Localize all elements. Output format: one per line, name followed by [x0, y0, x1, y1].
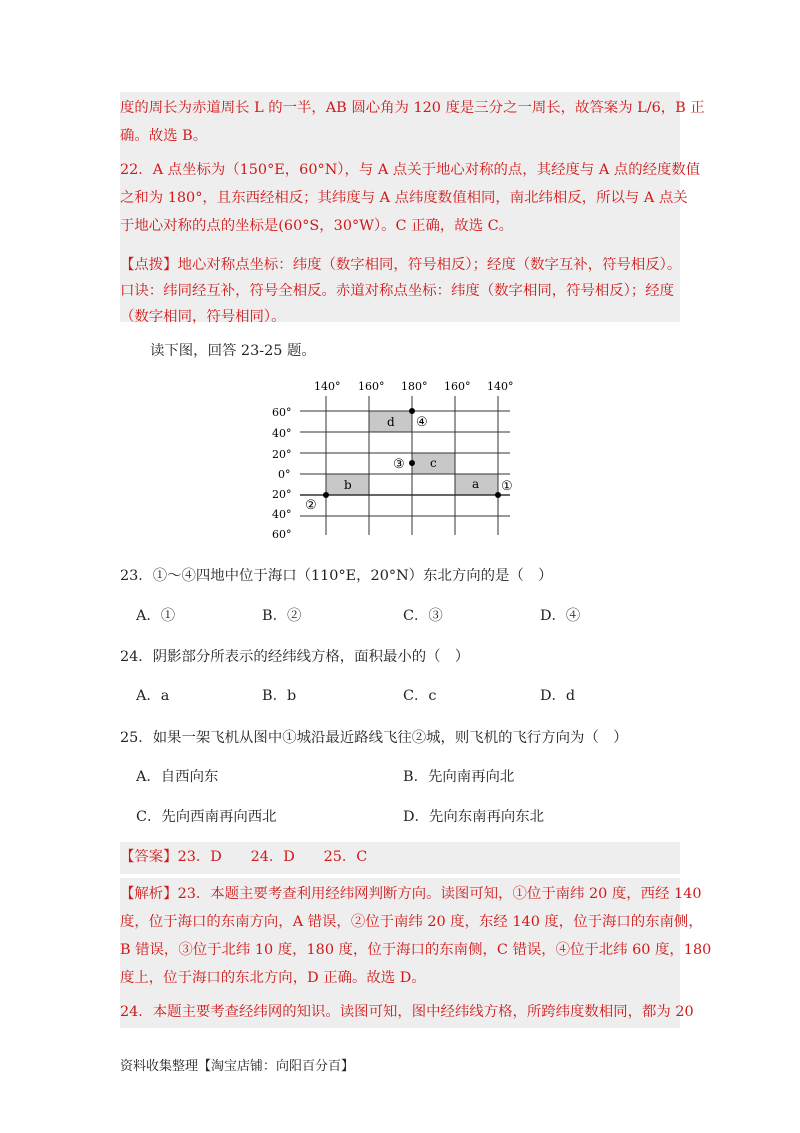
- solution-22: [120, 152, 701, 248]
- text-line: 【点拨】地心对称点坐标：纬度（数字相同，符号相反）；经度（数字互补，符号相反）。: [120, 257, 682, 273]
- text-line: 22．A 点坐标为（150°E，60°N），与 A 点关于地心对称的点，其经度与 A 点的经度数值: [120, 162, 701, 178]
- question-24-stem: 24．阴影部分所表示的经纬线方格，面积最小的（ ）: [120, 649, 470, 665]
- text-line: 之和为 180°，且东西经相反；其纬度与 A 点纬度数值相同，南北纬相反，所以与 A 点关: [120, 190, 688, 206]
- q23-option-a[interactable]: A．①: [136, 608, 176, 624]
- point-label-1: ①: [501, 479, 513, 494]
- lon-label: 140°: [314, 380, 341, 393]
- q24-option-c[interactable]: C．c: [403, 688, 437, 704]
- text-line: 度的周长为赤道周长 L 的一半，AB 圆心角为 120 度是三分之一周长，故答案为 L/6，B 正: [120, 100, 705, 116]
- question-intro: 读下图，回答 23-25 题。: [150, 343, 316, 359]
- q23-option-b[interactable]: B．②: [262, 608, 302, 624]
- lat-label: 20°: [272, 448, 292, 461]
- q23-option-c[interactable]: C．③: [403, 608, 443, 624]
- lat-label: 20°: [272, 488, 292, 501]
- tip-block: [120, 248, 682, 325]
- text-line: 于地心对称的点的坐标是(60°S，30°W）。C 正确，故选 C。: [120, 218, 514, 234]
- point-3-dot: [409, 460, 415, 466]
- text-line: 【解析】23．本题主要考查利用经纬网判断方向。读图可知，①位于南纬 20 度，西经 140: [120, 886, 702, 902]
- q24-option-a[interactable]: A．a: [136, 688, 170, 704]
- question-23-stem: 23．①～④四地中位于海口（110°E，20°N）东北方向的是（ ）: [120, 568, 553, 584]
- lat-label: 0°: [278, 468, 291, 481]
- point-label-4: ④: [416, 415, 428, 430]
- solution-continued: [120, 92, 705, 154]
- q25-option-d[interactable]: D．先向东南再向东北: [403, 809, 545, 825]
- lat-label: 60°: [272, 528, 292, 541]
- question-25-stem: 25．如果一架飞机从图中①城沿最近路线飞往②城，则飞机的飞行方向为（ ）: [120, 730, 628, 746]
- point-4-dot: [409, 408, 415, 414]
- q25-option-a[interactable]: A．自西向东: [136, 769, 219, 785]
- lon-label: 160°: [358, 380, 385, 393]
- cell-label-d: d: [387, 415, 395, 429]
- q25-option-c[interactable]: C．先向西南再向西北: [136, 809, 277, 825]
- q24-option-d[interactable]: D．d: [540, 688, 576, 704]
- cell-label-b: b: [344, 478, 352, 492]
- text-line: （数字相同，符号相同）。: [120, 309, 286, 325]
- text-line: B 错误，③位于北纬 10 度，180 度，位于海口的东南侧，C 错误，④位于北纬 60 度，180: [120, 942, 712, 958]
- text-line: 24．本题主要考查经纬网的知识。读图可知，图中经纬线方格，所跨纬度数相同，都为 20: [120, 1004, 694, 1020]
- lon-label: 160°: [444, 380, 471, 393]
- page-footer: 资料收集整理【淘宝店铺：向阳百分百】: [120, 1059, 355, 1074]
- lon-label: 180°: [401, 380, 428, 393]
- lon-label: 140°: [487, 380, 514, 393]
- lat-label: 40°: [272, 508, 292, 521]
- text-line: 确。故选 B。: [120, 128, 208, 144]
- lat-label: 40°: [272, 427, 292, 440]
- q24-option-b[interactable]: B．b: [262, 688, 297, 704]
- q25-option-b[interactable]: B．先向南再向北: [403, 769, 515, 785]
- analysis-block: [120, 878, 712, 998]
- text-line: 度，位于海口的东南方向，A 错误，②位于南纬 20 度，东经 140 度，位于海口的东南侧，: [120, 914, 703, 930]
- answer-line: 【答案】23．D 24．D 25．C: [120, 849, 368, 865]
- solution-24: [120, 998, 694, 1028]
- lat-label: 60°: [272, 406, 292, 419]
- point-2-dot: [323, 492, 329, 498]
- graticule-figure: [270, 370, 520, 550]
- cell-label-a: a: [472, 477, 480, 491]
- text-line: 口诀：纬同经互补，符号全相反。赤道对称点坐标：纬度（数字相同，符号相反）；经度: [120, 283, 675, 299]
- q23-option-d[interactable]: D．④: [540, 608, 581, 624]
- point-label-3: ③: [393, 457, 405, 472]
- cell-label-c: c: [430, 456, 437, 470]
- answer-block: [120, 842, 680, 874]
- text-line: 度上，位于海口的东北方向，D 正确。故选 D。: [120, 970, 426, 986]
- point-label-2: ②: [305, 498, 317, 513]
